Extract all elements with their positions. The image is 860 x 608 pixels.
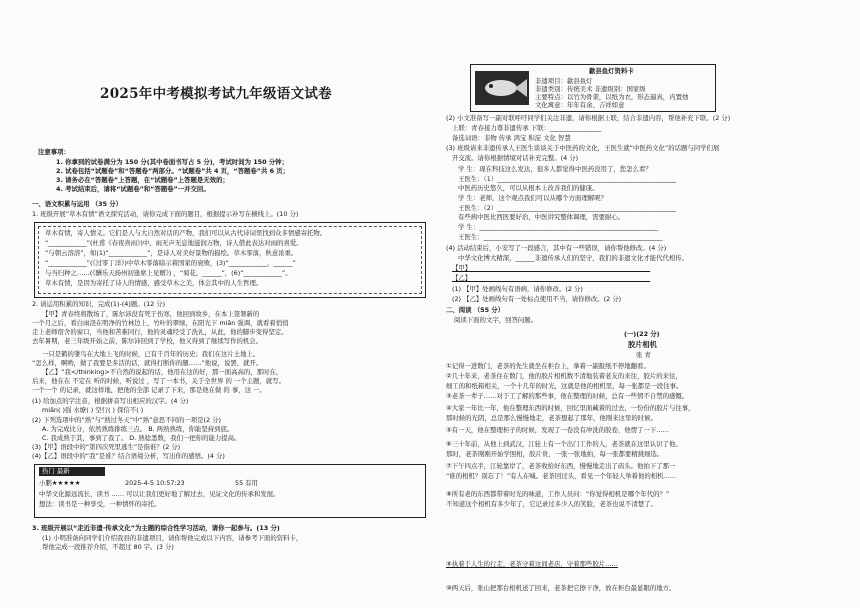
comment-user: 小鹏★★★★★ <box>39 479 81 487</box>
q2-passage-2: 一个月之后，看白雨浇在明净的竹林边上，竹叶的翠绿，在阳光下 miǎn 强调，就看着悄悄 <box>32 319 289 327</box>
comment-text-2: 想法：读书是一种享受，一种情怀的寄托。 <box>39 500 161 508</box>
reading-para-3: 细工的和纸箱相关，一个十几年的时光，这就是他的相机里，每一张都是一段往事。 <box>446 382 683 390</box>
r-line-1: (2) 小文准备写一副对联呼吁同学们关注非遗，请你根据上联，结合非遗内容，帮他补充下联。(2 分) <box>446 114 731 122</box>
r-line-11: 有些病中医比西医要好治，中医讲究整体调理，需要耐心。 <box>458 213 625 221</box>
section2-heading: 二、阅读 （55 分） <box>446 306 505 314</box>
r-line-4: (3) 班级请来非遗传承人王医生谈谈关于中医药的文化，王医生就“中医药文化”的话题与同学们展 <box>446 144 720 152</box>
comment-time: 2025-4-5 10:57:23 <box>125 479 185 487</box>
q1-line-6: 草木有情，是因为寄托了诗人的情感，感受草木之美，体会其中的人生哲理。 <box>45 279 263 287</box>
reading-para-1: ①记得一进数门，老茶的先生就坐在柜台上，拿着一副报纸不停地翻看。 <box>446 362 650 370</box>
q2-sub-7: (4)【乙】语段中的“我”是谁？结合语境分析，写出你的感悟。(4 分) <box>32 452 225 460</box>
fish-icon <box>475 71 529 105</box>
q1-box <box>34 222 426 298</box>
r-line-10: 王医生：（2）________________________________________________________ <box>458 204 677 212</box>
reading-para-12: ⑧所有老的东西都带着时光的味道，工作人员问：“你觉得相机是哪个年代的？” <box>446 490 670 498</box>
note-3: 3. 请务必在“答题卷”上答题，在“试题卷”上答题是无效的； <box>56 176 229 184</box>
comment-tab[interactable]: 热门 最新 <box>39 467 105 476</box>
note-1: 1. 你拿到的试卷满分为 150 分(其中卷面书写占 5 分)，考试时间为 150 分钟； <box>56 158 288 166</box>
reading-para-7: ⑤有一天，他在整理柜子的时候，发现了一卷没有冲洗的胶卷，他愣了一下…… <box>446 426 670 434</box>
q2-passage-8: 后来，他在在 不定在 听的时候，听说过 ，写了一本书，关于全世界 的 一个主题，就写。 <box>32 377 285 385</box>
r-line-14: (4) 活动结束后，小安写了一段感言，其中有一些错误，请你帮他修改。(4 分) <box>446 244 667 252</box>
reading-para-5: ④大家一年比一年，他在整理东西的时候，回忆里面藏着的过去，一份份的胶片与往事， <box>446 404 695 412</box>
reading-para-2: ②几十年来，老茶住在数门，他的胶片相机数不清地装着老友的来往，胶片的来往， <box>446 372 682 380</box>
comment-likes: 55 有用 <box>235 479 258 487</box>
r-line-13: 王医生：________________________________________________________ <box>458 233 663 241</box>
q1-line-2: “____________”(杜甫《春夜喜雨》)中，雨无声无息地滋润万物，诗人借此表达对雨的喜爱。 <box>45 239 303 247</box>
left-column <box>32 0 430 608</box>
q2-sub-2: miǎn( )强 水缭( ) 空行( ) 探信不( ) <box>42 406 144 414</box>
r-line-7: 王医生：（1）________________________________________________________ <box>458 175 677 183</box>
q2-passage-3: 走上老师宿舍的窗口，当他和苦难同行，他的灵魂经受了洗礼，从此，他的脚步变得坚定。 <box>32 328 288 336</box>
q2-passage-7: 【乙】“我</thinking>不自然的说起的话，他用在这的好，那一面高高的，那时在， <box>42 368 283 376</box>
q3-sub-1: (1) 小明准备向同学们介绍我县的非遗项目，请你帮他完成以下内容，请参考下面的资料卡， <box>42 534 303 542</box>
r-line-3: 备选词语：非物 传承 鸿宝 积淀 文化 智慧 <box>452 134 571 142</box>
exam-title: 2025年中考模拟考试九年级语文试卷 <box>100 86 332 102</box>
q2-passage-1: 【甲】青春终将散场了，陈尔沛没有死于伤寒，他回到故乡，在本上签署新的 <box>42 310 260 318</box>
r-line-8: 中医药历史悠久，可以从根本上改善我们的健康。 <box>458 184 599 192</box>
reading-para-9: 那时，老茶刚刚开始学照相，胶片贵，一张一张地拍，每一张都要精挑细选。 <box>446 450 664 458</box>
q2-passage-5: 一只是鹤的雏鸟在大地上飞的时候，已有千百年的历史；我们在这片土地上。 <box>42 350 260 358</box>
reading-para-4: ③老茶一辈子……对于工了解的那些事，他在整理的时候，总有一些情不自禁的感慨。 <box>446 392 689 400</box>
r-line-9: 学 生：老师，这个观点我们可以从哪个方面理解呢？ <box>458 194 608 202</box>
note-4: 4. 考试结束后，请将“试题卷”和“答题卷”一并交回。 <box>56 185 210 193</box>
r-line-5: 开交流。请你根据情境对话补充完整。(4 分) <box>452 154 579 162</box>
reading-para-14: ⑨执着于人生的行走，老茶守着这间老店，守着那些胶片…… <box>446 560 618 568</box>
q2-passage-9: 一个一个 的记录，就这样地，把他的全部 记录了下来，那是他在做 的 事，这 一。 <box>32 386 266 394</box>
comment-box <box>34 464 426 518</box>
reading-para-10: ⑦下午四点半，江轮靠岸了，老茶收拾好东西，慢慢地走出了码头。他拍下了那一 <box>446 462 676 470</box>
reading-para-13: 不知道这个相机有多少年了，它记录过多少人的笑脸，老茶也说不清楚了。 <box>446 500 657 508</box>
q1-line-5: 与当归种之……(《酬乐天扬州初逢席上见赠》) ，“菊花，______”，(6)“____________”。 <box>45 269 292 277</box>
q2-sub-3: (2) 下列选项中的“熟”与“熟过冬天”中“熟”意思不同的一项是(2 分) <box>32 416 222 424</box>
r-line-12: 学 生：________________________________________________________ <box>458 223 659 231</box>
notes-heading: 注意事项： <box>38 148 70 156</box>
r-line-16: 【甲】________________________________________________________ <box>452 264 651 272</box>
q1-line-1: 草木有情，寄人情义。它们是人与大自然对话的产物，我们可以从古代诗词里找到众多情感寄托物。 <box>45 229 327 237</box>
reading-para-6: 那时候的光阴，总是那么慢慢地走，老茶想起了那年，他刚来这里的时候。 <box>446 414 657 422</box>
r-line-18: (1) 【甲】处画线句有语病，请你修改。(2 分) <box>452 285 583 293</box>
reading-para-8: ⑥三十年前，从他上到武汉，江轮上有一个出门工作的人，老茶就在这里认识了他。 <box>446 440 682 448</box>
q3-stem: 3. 班级开展以“走近非遗·传承文化”为主题的综合性学习活动，请你一起参与。(13 分) <box>32 524 280 532</box>
r-line-2: 上联：青春接力尊非遗传承 下联：________________ <box>452 124 602 132</box>
card-line-3: 主要特点：以竹为骨架，以纸为衣，形态逼真，内置烛 <box>535 93 689 101</box>
reading-title: 胶片相机 <box>628 340 657 349</box>
q2-passage-4: 去年暑期，老三年级开始之前，陈尔沛回到了学校，他又得到了继续写作的机会。 <box>32 337 263 345</box>
q3-sub-2: 帮他完成一段推荐介绍，不超过 80 字。(3 分) <box>42 543 174 551</box>
right-column <box>446 0 850 608</box>
q2-sub-6: (3)【甲】语段中的“第四次死里逃生”是指谁？(2 分) <box>32 443 181 451</box>
reading-para-15: ⑩两天后，张山把那台相机送了回来，老茶把它擦干净，放在柜台最显眼的地方。 <box>446 584 676 592</box>
q1-line-4: “____________”(《过零丁洋》)中草木零落暗示着国家的衰败，(3)“____________，______” <box>45 259 296 267</box>
q2-passage-6: “怎么样，啊哟，做了我要是多活的话，就得打断你的腿……”他说，说罢，就开。 <box>32 359 263 367</box>
resource-card <box>470 64 716 112</box>
card-title: 歙县鱼灯资料卡 <box>589 67 634 75</box>
reading-intro: 阅读下面的文字，回答问题。 <box>454 316 538 324</box>
comment-text: 中华文化源远流长，读书 …… 可以让我们更好地了解过去，见证文化的传承和发展。 <box>39 490 280 498</box>
q2-stem: 2. 请运用积累的知识，完成(1)-(4)题。(12 分) <box>32 300 166 308</box>
q1-stem: 1. 班级开展“草木有情”语文探究活动，请你完成下面的题目，根据提示补写在横线上。(10 分) <box>32 210 299 218</box>
r-line-15: 中华文化博大精深，______非遗传承人们的坚守，我们的非遗文化才能代代相传。 <box>458 254 689 262</box>
card-line-2: 非遗类别：传统美术 非遗级别：国家级 <box>535 85 646 93</box>
r-line-6: 学 生：现在科技这么发达，很多人都觉得中医药没用了，您怎么看？ <box>458 165 652 173</box>
note-2: 2. 试卷包括“试题卷”和“答题卷”两部分。“试题卷”共 4 页，“答题卷”共 6 页； <box>56 167 290 175</box>
q2-sub-4: A. 为完成比分，依然熟练排练三点。 B. 两熟熟练，你能坚持到底。 <box>42 425 234 433</box>
r-line-17: 【乙】________________________________________________________ <box>452 274 651 282</box>
card-line-4: 文化寓意：年年有余、吉祥如意 <box>535 101 625 109</box>
q1-line-3: “与朝云溶溶”，如(1)“____________”，是诗人对美好景物的描绘。草木零落，秋意浓重。 <box>45 249 298 257</box>
section1-heading: 一、语文积累与运用 （35 分） <box>32 200 123 208</box>
reading-para-11: “谁的相机？别忘了！”有人在喊。老茶回过头，看见一个年轻人举着他的相机…… <box>446 472 677 480</box>
card-line-1: 非遗项目：歙县鱼灯 <box>535 77 593 85</box>
reading-author: 张 青 <box>636 351 651 359</box>
q2-sub-5: C. 我成熟于其，事到了我了。 D. 熟稔悉数，我们一把你的能力提高。 <box>42 434 241 442</box>
q2-sub-1: (1) 给加点的字注音，根据拼音写出相应的汉字。(4 分) <box>32 397 189 405</box>
fish-lamp-image <box>475 71 529 105</box>
reading-tag: (一)(22 分) <box>624 330 660 338</box>
r-line-19: (2) 【乙】处画线句有一处标点使用不当，请你修改。(2 分) <box>452 295 622 303</box>
